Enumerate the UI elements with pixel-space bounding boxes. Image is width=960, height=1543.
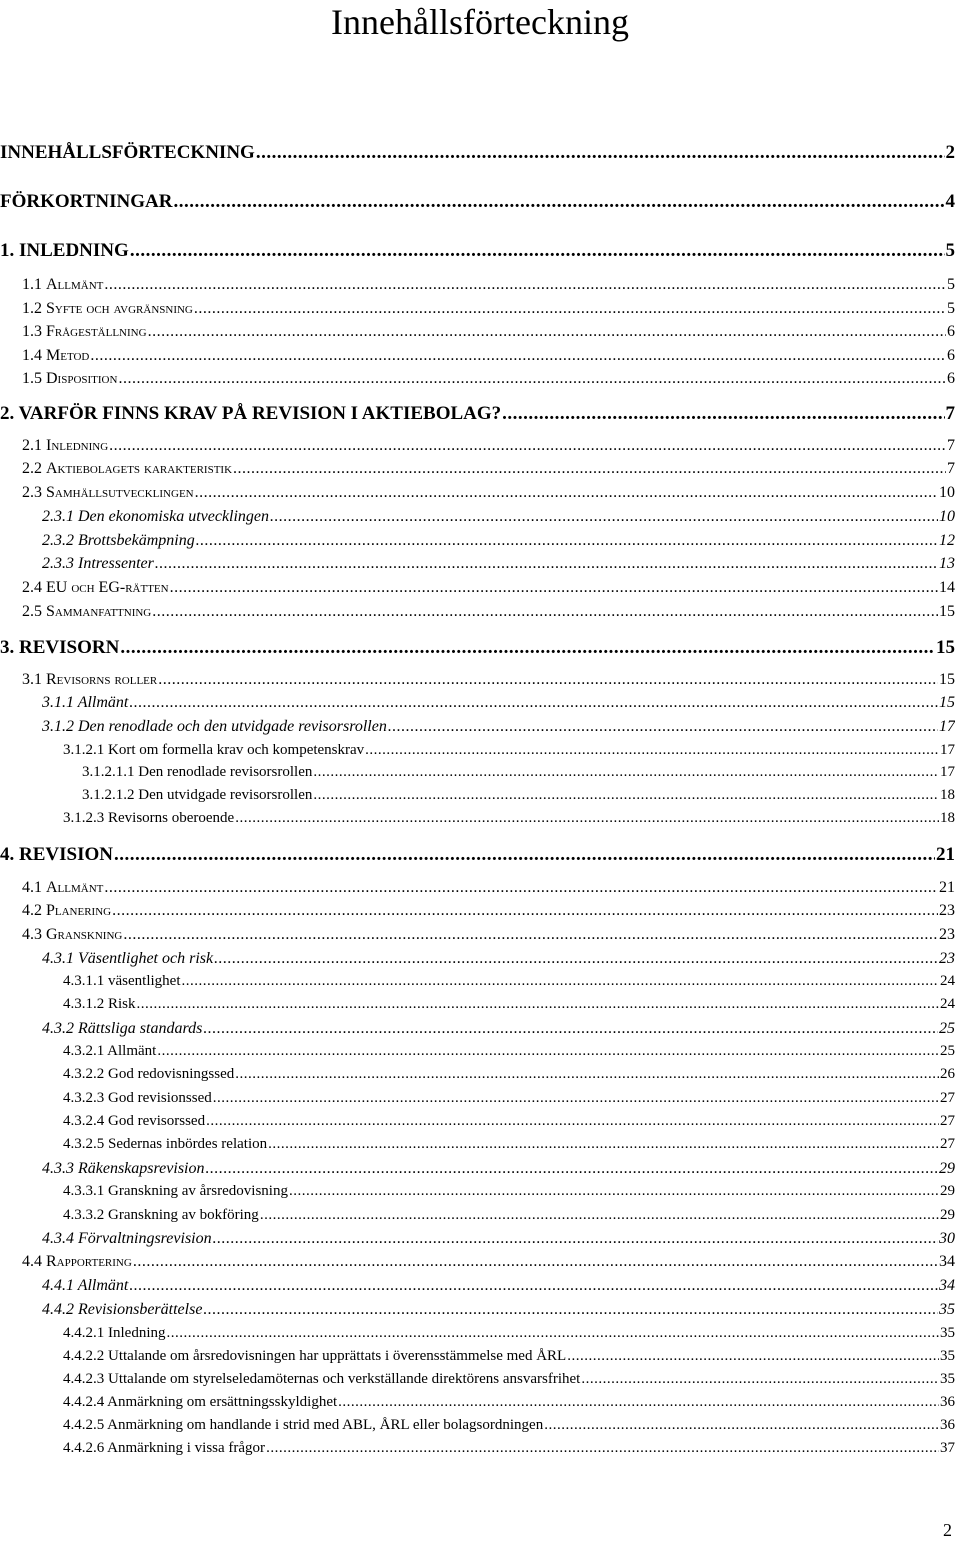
toc-leader-dots xyxy=(104,879,938,897)
toc-entry[interactable] xyxy=(63,1183,955,1200)
toc-leader-dots xyxy=(235,810,939,827)
toc-entry[interactable] xyxy=(42,508,955,526)
toc-entry-label: 4.4.2.3 Uttalande om styrelseledamöternas och verkställande direktörens ansvarsfrihet xyxy=(63,1371,581,1387)
toc-entry-label: 2.4 EU och EG-rätten xyxy=(22,579,169,596)
toc-entry-label: 3.1.2.3 Revisorns oberoende xyxy=(63,810,235,826)
toc-leader-dots xyxy=(256,142,945,164)
toc-leader-dots xyxy=(130,240,945,262)
page-number: 2 xyxy=(943,1520,952,1540)
toc-entry-label: 1.3 Frågeställning xyxy=(22,323,147,340)
toc-entry-page: 23 xyxy=(939,950,955,967)
toc-leader-dots xyxy=(137,996,939,1013)
toc-entry-label: 3.1.2 Den renodlade och den utvidgade revisorsrollen xyxy=(42,718,387,735)
toc-entry-page: 35 xyxy=(940,1348,955,1364)
toc-leader-dots xyxy=(114,844,935,866)
toc-entry-label: 4.3.1.1 väsentlighet xyxy=(63,973,181,989)
toc-leader-dots xyxy=(203,1301,938,1319)
toc-entry[interactable] xyxy=(22,603,955,621)
toc-entry-label: 4.4.2.5 Anmärkning om handlande i strid med ABL, ÅRL eller bolagsordningen xyxy=(63,1417,544,1433)
toc-entry-label: 4.2 Planering xyxy=(22,902,112,919)
toc-entry[interactable] xyxy=(82,787,955,804)
toc-entry[interactable] xyxy=(42,1020,955,1038)
toc-leader-dots xyxy=(152,603,938,621)
toc-leader-dots xyxy=(388,718,938,736)
toc-entry-page: 26 xyxy=(940,1066,955,1082)
toc-entry-page: 6 xyxy=(947,370,955,387)
toc-entry-label: 2.5 Sammanfattning xyxy=(22,603,152,620)
toc-entry-page: 27 xyxy=(940,1113,955,1129)
toc-entry-label: 2.3.1 Den ekonomiska utvecklingen xyxy=(42,508,270,525)
toc-leader-dots xyxy=(123,926,938,944)
toc-leader-dots xyxy=(203,1020,938,1038)
toc-entry[interactable] xyxy=(63,1440,955,1457)
toc-entry-page: 2 xyxy=(945,142,955,163)
toc-entry-page: 24 xyxy=(940,973,955,989)
toc-entry-label: 2.1 Inledning xyxy=(22,437,109,454)
toc-entry-page: 17 xyxy=(940,742,955,758)
toc-leader-dots xyxy=(181,973,939,990)
toc-entry[interactable] xyxy=(0,844,955,866)
toc-entry[interactable] xyxy=(42,555,955,573)
toc-leader-dots xyxy=(213,1230,938,1248)
toc-entry-page: 15 xyxy=(939,603,955,620)
toc-entry-label: 4.4.2.4 Anmärkning om ersättningsskyldighet xyxy=(63,1394,338,1410)
toc-leader-dots xyxy=(260,1207,939,1224)
toc-entry[interactable] xyxy=(22,276,955,294)
toc-entry-page: 21 xyxy=(936,844,955,865)
toc-entry-label: 3.1.2.1.2 Den utvidgade revisorsrollen xyxy=(82,787,313,803)
toc-leader-dots xyxy=(173,191,944,213)
toc-entry-page: 25 xyxy=(939,1020,955,1037)
toc-entry[interactable] xyxy=(0,142,955,164)
toc-entry[interactable] xyxy=(22,902,955,920)
toc-leader-dots xyxy=(544,1417,939,1434)
toc-entry-label: 4.3 Granskning xyxy=(22,926,123,943)
toc-entry-page: 10 xyxy=(939,484,955,501)
toc-leader-dots xyxy=(148,323,946,341)
toc-leader-dots xyxy=(133,1253,938,1271)
toc-entry-label: 4. REVISION xyxy=(0,844,113,865)
toc-entry[interactable] xyxy=(63,973,955,990)
toc-entry-page: 6 xyxy=(947,347,955,364)
toc-entry[interactable] xyxy=(42,950,955,968)
toc-entry-label: FÖRKORTNINGAR xyxy=(0,191,173,212)
toc-entry-page: 35 xyxy=(940,1325,955,1341)
toc-entry-page: 17 xyxy=(939,718,955,735)
toc-entry-page: 13 xyxy=(939,555,955,572)
toc-entry[interactable] xyxy=(63,1394,955,1411)
toc-entry-page: 17 xyxy=(940,764,955,780)
toc-leader-dots xyxy=(502,403,944,425)
toc-entry-label: 4.4 Rapportering xyxy=(22,1253,132,1270)
toc-entry[interactable] xyxy=(63,1371,955,1388)
toc-entry-page: 6 xyxy=(947,323,955,340)
toc-leader-dots xyxy=(270,508,938,526)
toc-entry[interactable] xyxy=(42,694,955,712)
toc-leader-dots xyxy=(196,532,938,550)
toc-leader-dots xyxy=(195,484,938,502)
toc-entry-label: 2.3 Samhällsutvecklingen xyxy=(22,484,194,501)
toc-entry[interactable] xyxy=(63,1136,955,1153)
toc-entry-label: 3.1.2.1.1 Den renodlade revisorsrollen xyxy=(82,764,313,780)
toc-entry-label: 4.4.2.6 Anmärkning i vissa frågor xyxy=(63,1440,266,1456)
toc-entry[interactable] xyxy=(22,437,955,455)
toc-entry-page: 34 xyxy=(939,1277,955,1294)
toc-entry-label: 4.4.2.1 Inledning xyxy=(63,1325,166,1341)
toc-leader-dots xyxy=(118,370,946,388)
toc-entry-page: 18 xyxy=(940,810,955,826)
toc-leader-dots xyxy=(268,1136,939,1153)
toc-entry-label: 4.3.2.4 God revisorssed xyxy=(63,1113,206,1129)
toc-entry-label: INNEHÅLLSFÖRTECKNING xyxy=(0,142,255,163)
toc-leader-dots xyxy=(213,1090,939,1107)
toc-entry[interactable] xyxy=(0,240,955,262)
toc-leader-dots xyxy=(205,1160,938,1178)
toc-leader-dots xyxy=(266,1440,939,1457)
toc-entry-label: 4.4.2 Revisionsberättelse xyxy=(42,1301,203,1318)
toc-entry-label: 3.1.2.1 Kort om formella krav och kompetenskrav xyxy=(63,742,365,758)
toc-entry[interactable] xyxy=(22,1253,955,1271)
toc-entry-label: 4.3.3.2 Granskning av bokföring xyxy=(63,1207,259,1223)
toc-entry-label: 4.3.3 Räkenskapsrevision xyxy=(42,1160,205,1177)
toc-entry[interactable] xyxy=(22,300,955,318)
toc-entry-label: 2. VARFÖR FINNS KRAV PÅ REVISION I AKTIEBOLAG? xyxy=(0,403,502,424)
toc-entry-page: 29 xyxy=(940,1183,955,1199)
toc-entry-label: 1.5 Disposition xyxy=(22,370,118,387)
toc-entry-page: 5 xyxy=(947,300,955,317)
toc-entry[interactable] xyxy=(22,370,955,388)
toc-entry-label: 4.3.2.3 God revisionssed xyxy=(63,1090,212,1106)
toc-entry[interactable] xyxy=(63,742,955,759)
toc-entry-label: 3.1.1 Allmänt xyxy=(42,694,129,711)
toc-entry-page: 7 xyxy=(945,403,955,424)
toc-entry-page: 34 xyxy=(939,1253,955,1270)
toc-entry[interactable] xyxy=(63,1066,955,1083)
toc-leader-dots xyxy=(338,1394,939,1411)
toc-entry-page: 23 xyxy=(939,926,955,943)
toc-entry-page: 15 xyxy=(936,637,955,658)
toc-leader-dots xyxy=(129,1277,938,1295)
toc-entry-label: 2.3.3 Intressenter xyxy=(42,555,154,572)
toc-entry[interactable] xyxy=(22,323,955,341)
toc-entry-label: 4.3.2.5 Sedernas inbördes relation xyxy=(63,1136,268,1152)
toc-entry[interactable] xyxy=(63,1348,955,1365)
toc-leader-dots xyxy=(214,950,938,968)
toc-entry[interactable] xyxy=(63,1325,955,1342)
toc-leader-dots xyxy=(155,555,938,573)
toc-entry-page: 27 xyxy=(940,1090,955,1106)
toc-entry-page: 24 xyxy=(940,996,955,1012)
toc-entry-page: 14 xyxy=(939,579,955,596)
toc-entry[interactable] xyxy=(22,579,955,597)
toc-entry[interactable] xyxy=(63,1043,955,1060)
toc-leader-dots xyxy=(581,1371,939,1388)
toc-entry[interactable] xyxy=(0,191,955,213)
toc-leader-dots xyxy=(90,347,946,365)
toc-entry-label: 4.3.1.2 Risk xyxy=(63,996,136,1012)
toc-entry-label: 4.1 Allmänt xyxy=(22,879,104,896)
toc-entry[interactable] xyxy=(22,879,955,897)
toc-entry[interactable] xyxy=(82,764,955,781)
toc-entry-label: 4.3.1 Väsentlighet och risk xyxy=(42,950,214,967)
toc-entry-label: 1.1 Allmänt xyxy=(22,276,104,293)
toc-entry-label: 1.4 Metod xyxy=(22,347,90,364)
toc-entry-page: 36 xyxy=(940,1417,955,1433)
toc-entry-label: 4.3.2.2 God redovisningssed xyxy=(63,1066,235,1082)
toc-entry[interactable] xyxy=(42,1230,955,1248)
toc-entry-page: 12 xyxy=(939,532,955,549)
toc-entry-page: 21 xyxy=(939,879,955,896)
toc-entry-label: 4.3.4 Förvaltningsrevision xyxy=(42,1230,212,1247)
toc-entry-page: 15 xyxy=(939,694,955,711)
toc-leader-dots xyxy=(313,787,939,804)
toc-entry-label: 2.3.2 Brottsbekämpning xyxy=(42,532,195,549)
toc-entry-page: 7 xyxy=(947,460,955,477)
toc-entry-page: 27 xyxy=(940,1136,955,1152)
toc-entry-page: 15 xyxy=(939,671,955,688)
toc-entry[interactable] xyxy=(42,532,955,550)
toc-entry[interactable] xyxy=(22,671,955,689)
toc-entry-page: 29 xyxy=(939,1160,955,1177)
toc-leader-dots xyxy=(194,300,946,318)
toc-entry-label: 4.3.2.1 Allmänt xyxy=(63,1043,157,1059)
toc-entry[interactable] xyxy=(63,1417,955,1434)
toc-entry[interactable] xyxy=(0,403,955,425)
toc-entry-page: 7 xyxy=(947,437,955,454)
page-title: Innehållsförteckning xyxy=(331,2,629,42)
toc-entry-label: 1. INLEDNING xyxy=(0,240,129,261)
toc-leader-dots xyxy=(120,637,935,659)
toc-entry-page: 5 xyxy=(945,240,955,261)
toc-entry[interactable] xyxy=(42,1301,955,1319)
toc-entry-page: 29 xyxy=(940,1207,955,1223)
toc-entry-page: 4 xyxy=(945,191,955,212)
toc-leader-dots xyxy=(567,1348,939,1365)
toc-entry[interactable] xyxy=(22,460,955,478)
toc-leader-dots xyxy=(365,742,939,759)
toc-entry-label: 4.4.1 Allmänt xyxy=(42,1277,129,1294)
toc-leader-dots xyxy=(104,276,946,294)
toc-leader-dots xyxy=(158,671,938,689)
toc-entry-page: 5 xyxy=(947,276,955,293)
toc-leader-dots xyxy=(289,1183,939,1200)
toc-leader-dots xyxy=(235,1066,939,1083)
toc-entry[interactable] xyxy=(42,1277,955,1295)
toc-leader-dots xyxy=(129,694,938,712)
toc-leader-dots xyxy=(206,1113,939,1130)
toc-entry-label: 3. REVISORN xyxy=(0,637,120,658)
toc-leader-dots xyxy=(109,437,946,455)
toc-entry-label: 1.2 Syfte och avgränsning xyxy=(22,300,193,317)
toc-leader-dots xyxy=(233,460,946,478)
toc-entry-page: 37 xyxy=(940,1440,955,1456)
toc-entry-label: 3.1 Revisorns roller xyxy=(22,671,158,688)
toc-entry-page: 18 xyxy=(940,787,955,803)
toc-entry[interactable] xyxy=(42,718,955,736)
toc-leader-dots xyxy=(170,579,938,597)
toc-entry[interactable] xyxy=(63,1207,955,1224)
toc-entry[interactable] xyxy=(22,926,955,944)
toc-entry[interactable] xyxy=(22,347,955,365)
toc-entry-label: 4.3.2 Rättsliga standards xyxy=(42,1020,203,1037)
toc-leader-dots xyxy=(313,764,939,781)
toc-leader-dots xyxy=(112,902,938,920)
toc-entry-page: 35 xyxy=(940,1371,955,1387)
toc-leader-dots xyxy=(167,1325,940,1342)
toc-entry-page: 10 xyxy=(939,508,955,525)
toc-leader-dots xyxy=(157,1043,939,1060)
toc-entry-page: 35 xyxy=(939,1301,955,1318)
toc-entry-page: 25 xyxy=(940,1043,955,1059)
toc-entry-page: 23 xyxy=(939,902,955,919)
toc-entry[interactable] xyxy=(63,810,955,827)
toc-entry[interactable] xyxy=(22,484,955,502)
toc-entry-label: 4.3.3.1 Granskning av årsredovisning xyxy=(63,1183,288,1199)
toc-entry[interactable] xyxy=(63,1113,955,1130)
toc-entry[interactable] xyxy=(63,996,955,1013)
toc-entry[interactable] xyxy=(42,1160,955,1178)
toc-entry[interactable] xyxy=(0,637,955,659)
toc-entry-label: 2.2 Aktiebolagets karakteristik xyxy=(22,460,233,477)
toc-entry-page: 30 xyxy=(939,1230,955,1247)
toc-entry-page: 36 xyxy=(940,1394,955,1410)
toc-entry-label: 4.4.2.2 Uttalande om årsredovisningen har upprättats i överensstämmelse med ÅRL xyxy=(63,1348,567,1364)
toc-entry[interactable] xyxy=(63,1090,955,1107)
